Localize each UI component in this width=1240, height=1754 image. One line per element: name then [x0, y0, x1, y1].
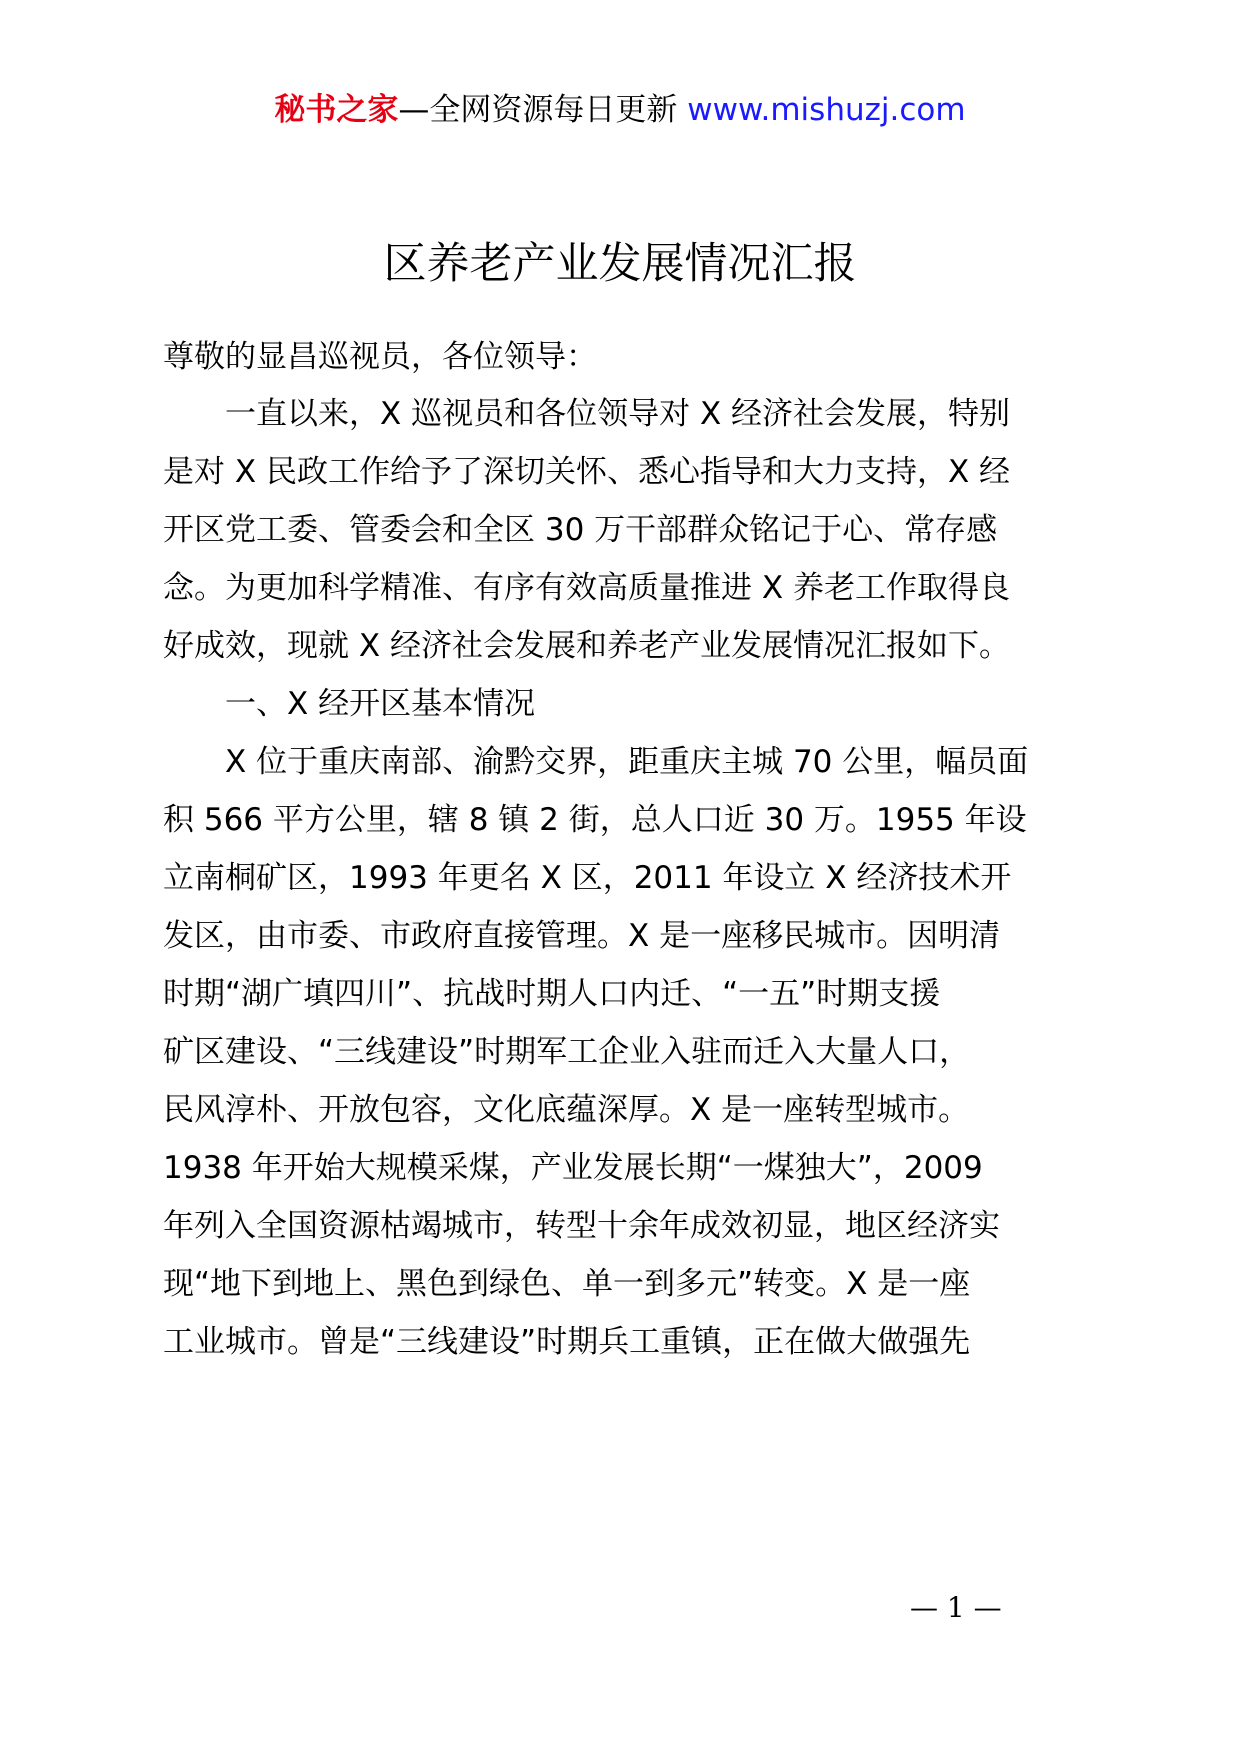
body-text-line: 积 566 平方公里，辖 8 镇 2 街，总人口近 30 万。1955 年设: [163, 802, 1027, 838]
site-url-link[interactable]: www.mishuzj.com: [687, 92, 966, 128]
body-text-line: 是对 X 民政工作给予了深切关怀、悉心指导和大力支持，X 经: [163, 454, 1011, 490]
body-text-line: 念。为更加科学精准、有序有效高质量推进 X 养老工作取得良: [163, 570, 1010, 606]
body-text-line: X 位于重庆南部、渝黔交界，距重庆主城 70 公里，幅员面: [163, 744, 1029, 780]
body-text-line: 好成效，现就 X 经济社会发展和养老产业发展情况汇报如下。: [163, 628, 1010, 664]
body-text-line: 现“地下到地上、黑色到绿色、单一到多元”转变。X 是一座: [163, 1266, 971, 1302]
section-heading-1: 一、X 经开区基本情况: [163, 686, 536, 722]
site-brand-name: 秘书之家: [274, 92, 399, 128]
body-text-line: 发区，由市委、市政府直接管理。X 是一座移民城市。因明清: [163, 918, 1001, 954]
body-text-line: 立南桐矿区，1993 年更名 X 区，2011 年设立 X 经济技术开: [163, 860, 1012, 896]
body-text-line: 年列入全国资源枯竭城市，转型十余年成效初显，地区经济实: [163, 1208, 1000, 1244]
body-text-line: 工业城市。曾是“三线建设”时期兵工重镇，正在做大做强先: [163, 1324, 971, 1360]
body-text-line: 矿区建设、“三线建设”时期军工企业入驻而迁入大量人口，: [163, 1034, 971, 1070]
body-text-line: 时期“湖广填四川”、抗战时期人口内迁、“一五”时期支援: [163, 976, 941, 1012]
page-number: — 1 —: [910, 1591, 1002, 1624]
body-text-line: 民风淳朴、开放包容，文化底蕴深厚。X 是一座转型城市。: [163, 1092, 970, 1128]
body-text-line: 开区党工委、管委会和全区 30 万干部群众铭记于心、常存感: [163, 512, 998, 548]
site-tagline: —全网资源每日更新: [398, 92, 678, 128]
body-text-line: 一直以来，X 巡视员和各位领导对 X 经济社会发展，特别: [163, 396, 1011, 432]
document-title: 区养老产业发展情况汇报: [383, 239, 857, 289]
salutation-line: 尊敬的显昌巡视员，各位领导：: [163, 339, 597, 375]
body-text-line: 1938 年开始大规模采煤，产业发展长期“一煤独大”，2009: [163, 1150, 983, 1186]
site-header-banner: [0, 90, 1240, 130]
